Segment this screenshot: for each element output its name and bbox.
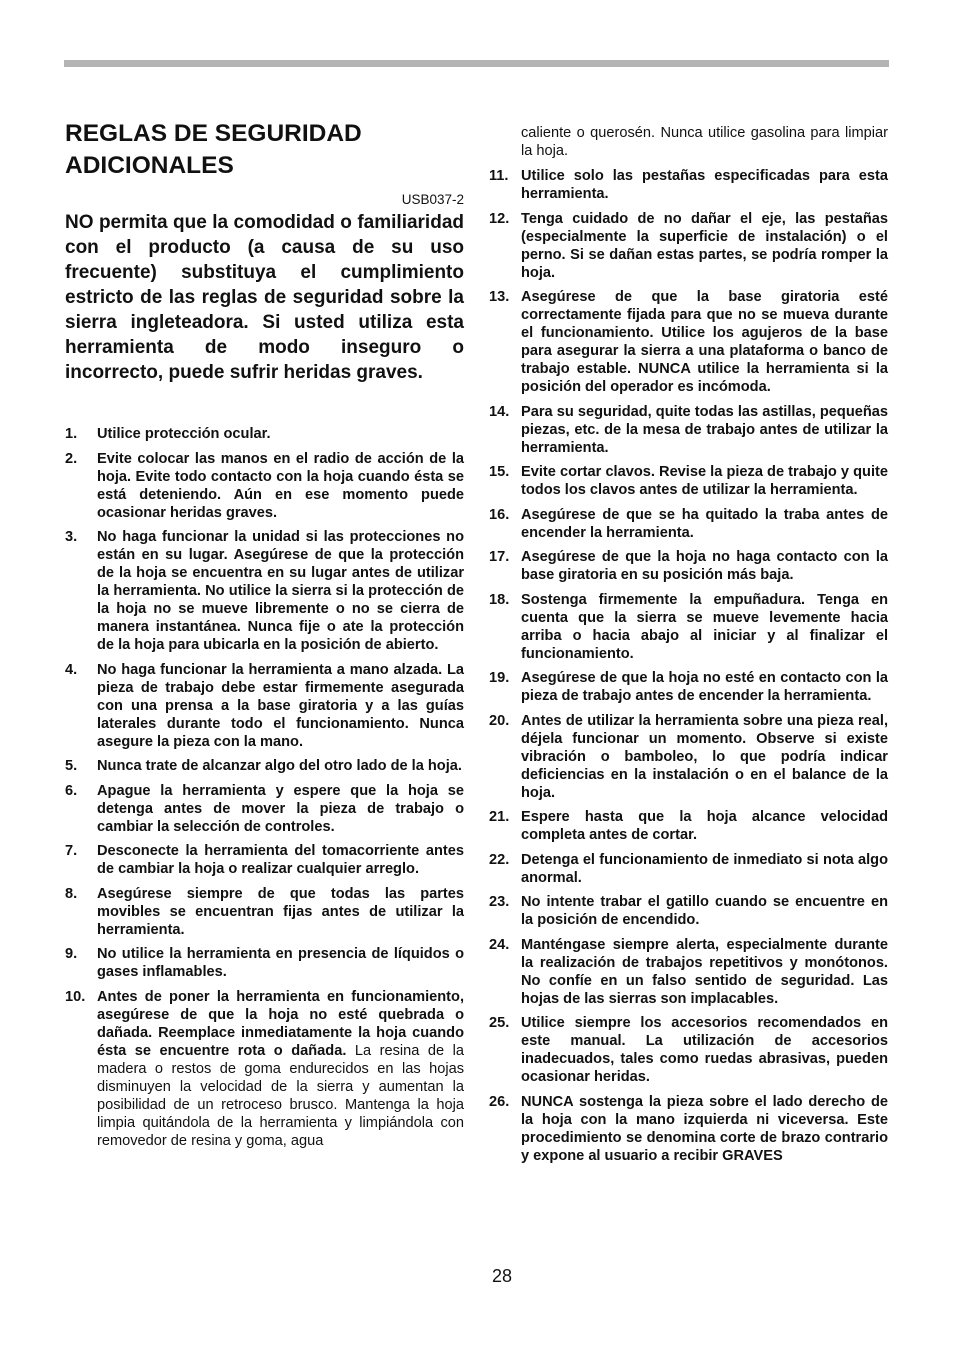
left-rules-list	[65, 425, 464, 1156]
page-title: REGLAS DE SEGURIDAD ADICIONALES	[65, 120, 362, 179]
rule-item	[65, 988, 464, 1150]
rule-item	[489, 851, 888, 887]
rule-text: Manténgase siempre alerta, especialmente durante la realización de trabajos repetitivos y monótonos. No confíe en un falso sentido de seguridad. Las hojas de las sierras son implacables.	[521, 936, 888, 1007]
rule-item	[489, 712, 888, 802]
rule-number: 8.	[65, 885, 78, 902]
rule-item	[489, 893, 888, 929]
rule-item	[489, 463, 888, 499]
rule-item	[65, 425, 464, 443]
rule-text: No intente trabar el gatillo cuando se encuentre en la posición de encendido.	[521, 894, 888, 928]
rule-item	[65, 945, 464, 981]
rule-item	[65, 661, 464, 751]
rule-number: 18.	[489, 591, 510, 608]
rule-item	[489, 591, 888, 663]
rule-number: 24.	[489, 936, 510, 953]
rule-number: 22.	[489, 851, 510, 868]
rule-number: 5.	[65, 758, 78, 774]
right-rules-list	[489, 167, 888, 1171]
rule-number: 19.	[489, 670, 510, 686]
rule-number: 21.	[489, 809, 510, 825]
rule-number: 15.	[489, 464, 510, 480]
rule-item	[489, 210, 888, 282]
rule-number: 25.	[489, 1015, 510, 1031]
rule-number: 12.	[489, 210, 510, 227]
rule-number: 9.	[65, 946, 78, 962]
rule-text: NUNCA sostenga la pieza sobre el lado derecho de la hoja con la mano izquierda ni viceversa. Este procedimiento se denomina corte de brazo contrario y expone al usuario a recibir GRAVES	[521, 1093, 888, 1164]
rule-item	[489, 288, 888, 396]
rule-number: 13.	[489, 289, 510, 305]
rule-text: Utilice solo las pestañas especificadas para esta herramienta.	[521, 168, 888, 202]
rule-text: Asegúrese de que se ha quitado la traba antes de encender la herramienta.	[521, 506, 888, 541]
rule-item	[489, 808, 888, 844]
rule-item	[65, 885, 464, 939]
rule-item	[65, 757, 464, 775]
rule-item	[65, 782, 464, 836]
header-rule	[64, 60, 889, 67]
rule-item	[65, 528, 464, 654]
rule-number: 10.	[65, 988, 86, 1005]
rule-text-normal: La resina de la madera o restos de goma endurecidos en las hojas disminuyen la velocidad de la sierra y aumentan la posibilidad de un retroceso brusco. Mantenga la hoja limpia quitándola de la herramienta y limpiándola con removedor de resina y goma, agua	[97, 1042, 464, 1149]
rule-number: 7.	[65, 843, 78, 859]
rule-text: Para su seguridad, quite todas las astillas, pequeñas piezas, etc. de la mesa de trabajo antes de utilizar la herramienta.	[521, 403, 888, 456]
rule-number: 3.	[65, 529, 78, 545]
rule-number: 14.	[489, 403, 510, 420]
rule-item	[65, 450, 464, 522]
rule-item	[65, 842, 464, 878]
rule-number: 2.	[65, 450, 78, 467]
rule-text: Apague la herramienta y espere que la hoja se detenga antes de mover la pieza de trabajo o cambiar la selección de controles.	[97, 782, 464, 835]
rule-text: Asegúrese de que la hoja no haga contacto con la base giratoria en su posición más baja.	[521, 549, 888, 583]
rule-item	[489, 1014, 888, 1086]
rule-text: Nunca trate de alcanzar algo del otro lado de la hoja.	[97, 758, 462, 774]
rule-number: 6.	[65, 782, 78, 799]
rule-text: Tenga cuidado de no dañar el eje, las pestañas (especialmente la superficie de instalación) o el perno. Si se dañan estas partes, se podría romper la hoja.	[521, 210, 888, 281]
rule-text: Detenga el funcionamiento de inmediato si nota algo anormal.	[521, 851, 888, 886]
rule-item	[489, 506, 888, 542]
rule-text: No utilice la herramienta en presencia de líquidos o gases inflamables.	[97, 946, 464, 980]
rule-number: 20.	[489, 712, 510, 729]
rule-number: 26.	[489, 1093, 510, 1110]
rule-text: Utilice siempre los accesorios recomendados en este manual. La utilización de accesorios inadecuados, tales como ruedas abrasivas, pueden ocasionar heridas.	[521, 1015, 888, 1085]
rule-number: 4.	[65, 661, 78, 678]
rule-text: No haga funcionar la unidad si las protecciones no están en su lugar. Asegúrese de que la protección de la hoja se encuentra en su lugar antes de utilizar la herramienta. No utilice la sierra si la protección de la hoja no se mueve libremente o no se cierra de manera instantánea. Nunca fije o ate la protección de la hoja para ubicarla en la posición de abierto.	[97, 529, 464, 653]
rule-number: 16.	[489, 506, 510, 523]
rule-item	[489, 403, 888, 457]
rule-item	[489, 1093, 888, 1165]
rule-item	[489, 167, 888, 203]
safety-warning: NO permita que la comodidad o familiaridad con el producto (a causa de su uso frecuente) substituya el cumplimiento estricto de las reglas de seguridad sobre la sierra ingleteadora. Si usted utiliza esta herramienta de modo inseguro o incorrecto, puede sufrir heridas graves.	[65, 212, 464, 383]
rule-number: 17.	[489, 549, 510, 565]
rule-text: Sostenga firmemente la empuñadura. Tenga en cuenta que la sierra se mueve levemente hacia arriba o hacia abajo al iniciar y al finalizar el funcionamiento.	[521, 591, 888, 662]
reference-code: USB037-2	[401, 192, 464, 207]
rule-text: Antes de poner la herramienta en funcionamiento, asegúrese de que la hoja no esté quebrada o dañada. Reemplace inmediatamente la hoja cuando ésta se encuentre rota o dañada.	[97, 988, 464, 1059]
rule-text: Asegúrese de que la hoja no esté en contacto con la pieza de trabajo antes de encender la herramienta.	[521, 670, 888, 704]
rule-item	[489, 669, 888, 705]
rule-text: Evite colocar las manos en el radio de acción de la hoja. Evite todo contacto con la hoja cuando ésta se está deteniendo. Aún en ese momento puede ocasionar heridas graves.	[97, 450, 464, 521]
rule-text: Utilice protección ocular.	[97, 426, 271, 442]
rule-text: Espere hasta que la hoja alcance velocidad completa antes de cortar.	[521, 809, 888, 843]
rule-item	[489, 548, 888, 584]
rule-text: Evite cortar clavos. Revise la pieza de trabajo y quite todos los clavos antes de utilizar la herramienta.	[521, 464, 888, 498]
rule-number: 11.	[489, 168, 509, 184]
rule-number: 23.	[489, 894, 510, 910]
rule-text: No haga funcionar la herramienta a mano alzada. La pieza de trabajo debe estar firmemente asegurada con una prensa a la base giratoria y a las guías laterales durante todo el funcionamiento. Nunca asegure la pieza con la mano.	[97, 661, 464, 750]
continuation-text: caliente o querosén. Nunca utilice gasolina para limpiar la hoja.	[521, 125, 888, 159]
rule-text: Asegúrese de que la base giratoria esté correctamente fijada para que no se mueva durante el funcionamiento. Utilice los agujeros de la base para asegurar la sierra a una plataforma o banco de trabajo estable. NUNCA utilice la herramienta si la posición del operador es incómoda.	[521, 289, 888, 395]
page-number: 28	[491, 1266, 513, 1286]
rule-text: Antes de utilizar la herramienta sobre una pieza real, déjela funcionar un momento. Observe si existe vibración o bamboleo, lo que podría indicar deficiencias en la instalación o en el balance de la hoja.	[521, 712, 888, 801]
rule-text: Desconecte la herramienta del tomacorriente antes de cambiar la hoja o realizar cualquier arreglo.	[97, 843, 464, 877]
rule-text: Asegúrese siempre de que todas las partes movibles se encuentran fijas antes de utilizar la herramienta.	[97, 885, 464, 938]
rule-number: 1.	[65, 426, 78, 442]
rule-item	[489, 936, 888, 1008]
